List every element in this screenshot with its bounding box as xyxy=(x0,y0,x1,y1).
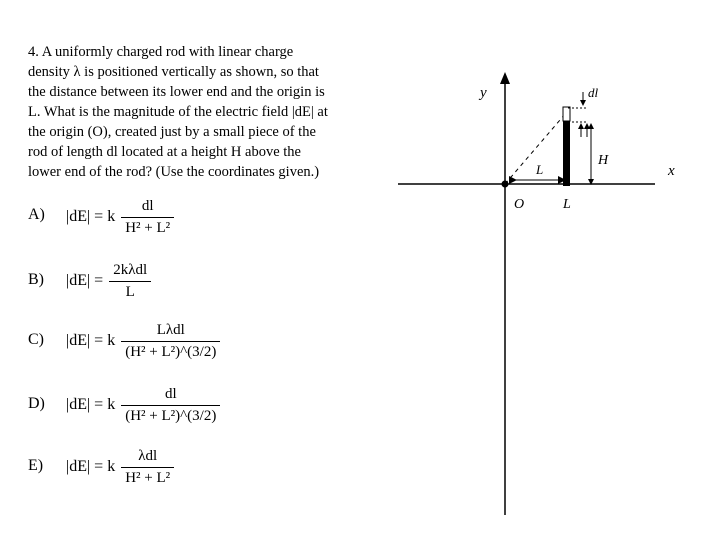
height-label: H xyxy=(598,153,609,168)
option-expression xyxy=(66,198,174,237)
question-line: 4. A uniformly charged rod with linear charge xyxy=(28,44,294,60)
option-lhs: |dE| = k xyxy=(66,458,116,476)
height-arrow-top-icon xyxy=(588,123,594,129)
dl-arrow-head-icon xyxy=(580,100,586,106)
option-label: A) xyxy=(28,206,45,223)
option-label: C) xyxy=(28,331,44,348)
dl-up-arrow-head-icon xyxy=(578,123,584,129)
question-line: rod of length dl located at a height H above the xyxy=(28,144,301,160)
fraction xyxy=(121,198,174,237)
charged-rod xyxy=(563,112,570,186)
question-line: L. What is the magnitude of the electric field |dE| at xyxy=(28,104,328,120)
fraction-numerator: dl xyxy=(121,198,174,218)
fraction-numerator: Lλdl xyxy=(121,322,220,342)
fraction xyxy=(109,262,151,301)
question-line: the origin (O), created just by a small piece of the xyxy=(28,124,316,140)
rod-element-dl xyxy=(563,107,570,121)
option-lhs: |dE| = k xyxy=(66,332,116,350)
option-expression xyxy=(66,386,220,425)
y-axis-label: y xyxy=(480,85,487,101)
fraction-numerator: dl xyxy=(121,386,220,406)
fraction-denominator: (H² + L²)^(3/2) xyxy=(125,408,217,424)
y-axis-arrow-icon xyxy=(500,72,510,84)
hypotenuse-label: L xyxy=(536,162,544,177)
option-label: E) xyxy=(28,457,44,474)
rod-position-label: L xyxy=(563,197,571,212)
x-axis-label: x xyxy=(668,163,675,179)
option-expression xyxy=(66,448,174,487)
question-line: density λ is positioned vertically as shown, so that xyxy=(28,64,319,80)
fraction-denominator: H² + L² xyxy=(125,470,171,486)
fraction-denominator: L xyxy=(125,284,135,300)
option-lhs: |dE| = k xyxy=(66,396,116,414)
fraction-denominator: H² + L² xyxy=(125,220,171,236)
origin-label: O xyxy=(514,197,525,212)
option-expression xyxy=(66,322,220,361)
fraction xyxy=(121,386,220,425)
fraction xyxy=(121,448,174,487)
option-label: D) xyxy=(28,395,45,412)
option-label: B) xyxy=(28,271,44,288)
fraction xyxy=(121,322,220,361)
option-lhs: |dE| = k xyxy=(66,208,116,226)
element-label: dl xyxy=(588,85,599,100)
question-line: lower end of the rod? (Use the coordinates given.) xyxy=(28,164,320,180)
option-lhs: |dE| = xyxy=(66,272,104,290)
fraction-denominator: (H² + L²)^(3/2) xyxy=(125,344,217,360)
fraction-numerator: λdl xyxy=(121,448,174,468)
fraction-numerator: 2kλdl xyxy=(109,262,151,282)
question-line: the distance between its lower end and the origin is xyxy=(28,84,325,100)
option-expression xyxy=(66,262,151,301)
